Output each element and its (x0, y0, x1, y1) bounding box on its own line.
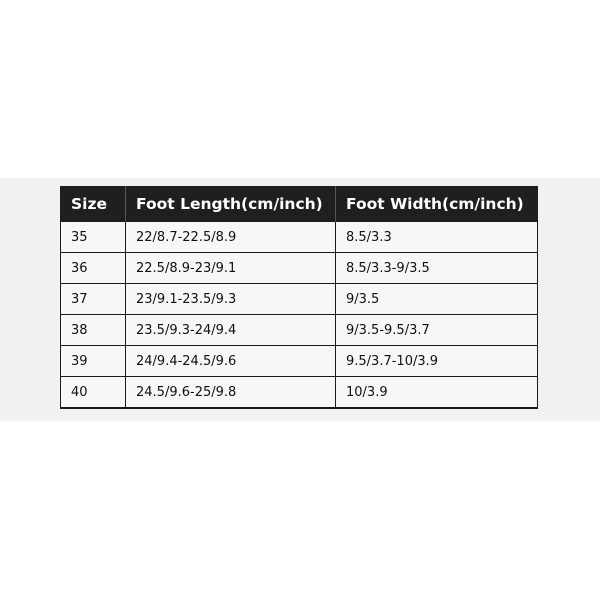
table-row (61, 222, 538, 253)
foot-length-cell: 22/8.7-22.5/8.9 (126, 222, 336, 253)
size-cell: 40 (61, 377, 126, 409)
table-row (61, 253, 538, 284)
header-row (61, 186, 538, 222)
header-foot-length: Foot Length(cm/inch) (126, 186, 336, 222)
size-cell: 35 (61, 222, 126, 253)
table-row (61, 377, 538, 409)
header-foot-width: Foot Width(cm/inch) (336, 186, 538, 222)
foot-width-cell: 8.5/3.3 (336, 222, 538, 253)
foot-length-cell: 22.5/8.9-23/9.1 (126, 253, 336, 284)
size-chart-table (60, 186, 538, 409)
foot-length-cell: 23.5/9.3-24/9.4 (126, 315, 336, 346)
foot-width-cell: 8.5/3.3-9/3.5 (336, 253, 538, 284)
size-cell: 38 (61, 315, 126, 346)
foot-width-cell: 10/3.9 (336, 377, 538, 409)
table-row (61, 346, 538, 377)
header-size: Size (61, 186, 126, 222)
foot-width-cell: 9/3.5-9.5/3.7 (336, 315, 538, 346)
foot-length-cell: 24/9.4-24.5/9.6 (126, 346, 336, 377)
foot-width-cell: 9/3.5 (336, 284, 538, 315)
table-row (61, 284, 538, 315)
size-cell: 36 (61, 253, 126, 284)
foot-length-cell: 23/9.1-23.5/9.3 (126, 284, 336, 315)
size-cell: 39 (61, 346, 126, 377)
size-cell: 37 (61, 284, 126, 315)
foot-width-cell: 9.5/3.7-10/3.9 (336, 346, 538, 377)
table-row (61, 315, 538, 346)
foot-length-cell: 24.5/9.6-25/9.8 (126, 377, 336, 409)
